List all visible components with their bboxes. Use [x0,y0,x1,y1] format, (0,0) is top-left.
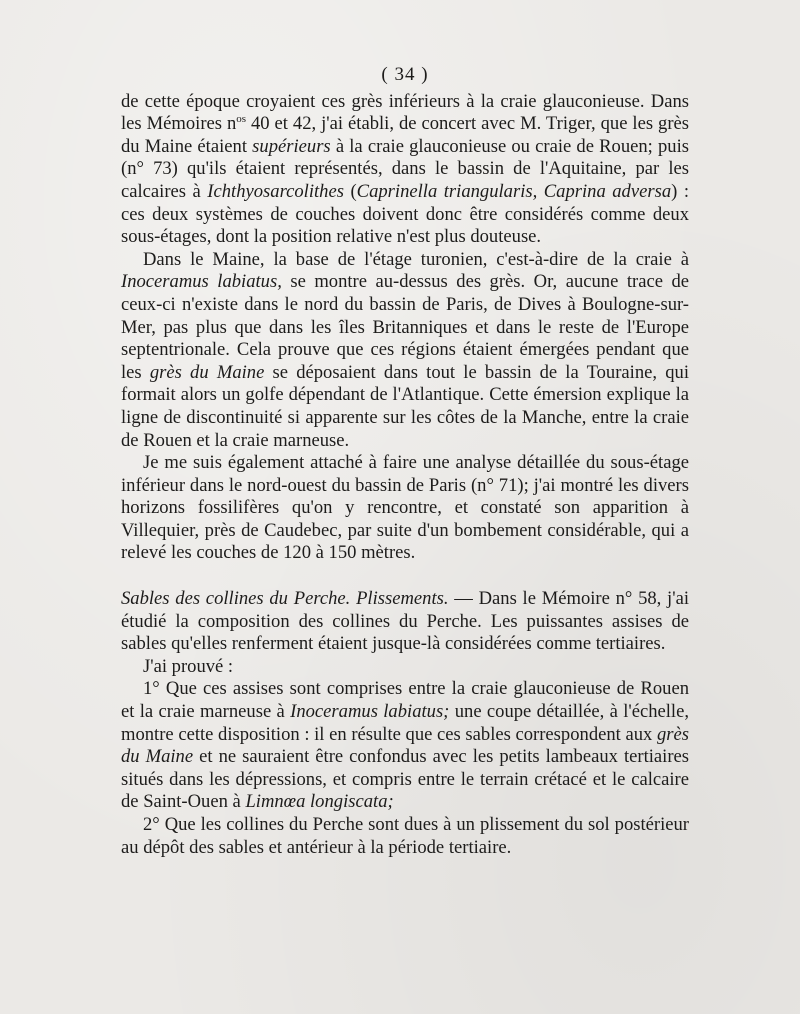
italic-text: Limnœa longiscata; [245,791,394,813]
text-run: 1° Que ces assises sont comprises entre la craie glauconieuse de Rouen et la craie marneuse à [121,678,689,723]
text-run: se montre au-dessus des grès. Or, aucune trace de ceux-ci n'existe dans le nord du bassin de Paris, de Dives à Boulogne-sur-Mer, pas plus que dans les îles Britanniques et dans le reste de l'Europe septentrionale. Cela prouve que ces régions étaient émergées pendant que les [121,271,689,383]
paragraph [121,249,689,452]
text-run: Dans le Maine, la base de l'étage turonien, c'est-à-dire de la craie à [143,248,689,270]
paragraph [121,678,689,814]
paragraph [121,91,689,249]
text-block [121,64,689,859]
text-run: à la craie glauconieuse ou craie de Rouen; puis (n° 73) qu'ils étaient représentés, dans le bassin de l'Aquitaine, par les calcaires à [121,135,690,202]
italic-text: grès du Maine [121,723,689,768]
text-run: J'ai prouvé : [143,655,234,677]
text-run: ) : ces deux systèmes de couches doivent donc être considérés comme deux sous-étages, dont la position relative n'est plus douteuse. [121,180,690,248]
italic-text: supérieurs [252,135,331,157]
paragraph [121,656,689,679]
italic-text: Caprinella triangularis, Caprina adversa [356,180,672,202]
superscript: os [236,113,247,125]
text-run: 2° Que les collines du Perche sont dues à un plissement du sol postérieur au dépôt des sables et antérieur à la période tertiaire. [121,814,689,858]
paragraph [121,588,689,656]
text-run: de cette époque croyaient ces grès inférieurs à la craie glauconieuse. Dans les Mémoires n [121,90,689,135]
italic-text: Inoceramus labiatus, [121,271,282,293]
paragraph [121,814,689,859]
text-run: une coupe détaillée, à l'échelle, montre cette disposition : il en résulte que ces sables correspondent aux [121,701,689,745]
text-run: se déposaient dans tout le bassin de la Touraine, qui formait alors un golfe dépendant de l'Atlantique. Cette émersion explique la ligne de discontinuité si apparente sur les côtes de la Manche, entre la craie de Rouen et la craie marneuse. [121,361,689,451]
text-run: et ne sauraient être confondus avec les petits lambeaux tertiaires situés dans les dépressions, et compris entre le terrain crétacé et le calcaire de Saint-Ouen à [121,746,690,813]
italic-text: grès du Maine [149,361,265,383]
paragraph [121,452,689,565]
text-run: Je me suis également attaché à faire une analyse détaillée du sous-étage inférieur dans le nord-ouest du bassin de Paris (n° 71); j'ai montré les divers horizons fossilifères qu'on y rencontre, et constaté son apparition à Villequier, près de Caudebec, par suite d'un bombement considérable, qui a relevé les couches de 120 à 150 mètres. [121,452,689,564]
italic-text: Inoceramus labiatus; [290,701,450,723]
italic-text: Sables des collines du Perche. Plissements. [121,588,449,610]
text-run: ( [343,180,357,202]
page-number: ( 34 ) [381,64,429,85]
body-text [121,91,689,860]
text-run: — Dans le Mémoire n° 58, j'ai étudié la composition des collines du Perche. Les puissantes assises de sables qu'elles renferment étaient jusque-là considérées comme tertiaires. [121,588,689,655]
text-run: 40 et 42, j'ai établi, de concert avec M. Triger, que les grès du Maine étaient [121,113,689,157]
italic-text: Ichthyosarcolithes [207,180,344,202]
section-gap [121,565,689,588]
